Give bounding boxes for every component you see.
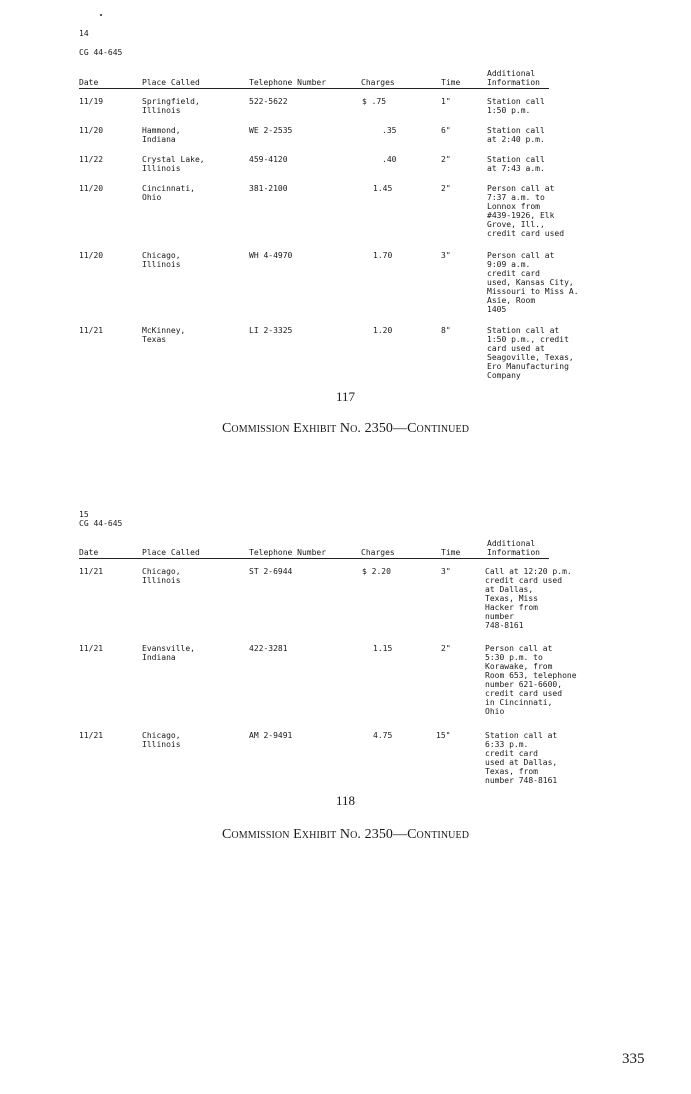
column-header-date: Date (79, 548, 99, 557)
cell-place: Chicago, Illinois (142, 251, 181, 269)
cell-charges: $ .75 (362, 97, 387, 106)
cell-date: 11/22 (79, 155, 104, 164)
cell-time: 1" (441, 97, 451, 106)
cell-charges: 1.20 (373, 326, 393, 335)
cell-info: Station call at 2:40 p.m. (487, 126, 545, 144)
cell-place: Chicago, Illinois (142, 731, 181, 749)
column-header-date: Date (79, 78, 99, 87)
page-label: 14 (79, 29, 89, 38)
cell-phone: LI 2-3325 (249, 326, 293, 335)
cell-charges: .40 (382, 155, 397, 164)
cell-place: Cincinnati, Ohio (142, 184, 195, 202)
cell-date: 11/21 (79, 326, 104, 335)
cell-place: McKinney, Texas (142, 326, 186, 344)
column-header-time: Time (441, 548, 461, 557)
cell-time: 2" (441, 155, 451, 164)
cell-date: 11/20 (79, 184, 104, 193)
header-rule (79, 558, 549, 559)
column-header-time: Time (441, 78, 461, 87)
cell-charges: 1.15 (373, 644, 393, 653)
exhibit-caption: Commission Exhibit No. 2350—Continued (221, 421, 470, 436)
cell-date: 11/20 (79, 126, 104, 135)
cell-phone: 422-3281 (249, 644, 288, 653)
file-number: CG 44-645 (79, 519, 123, 528)
cell-info: Station call at 6:33 p.m. credit card used at Dallas, Texas, from number 748-8161 (485, 731, 558, 785)
cell-phone: AM 2-9491 (249, 731, 293, 740)
cell-time: 6" (441, 126, 451, 135)
column-header-place: Place Called (142, 78, 200, 87)
cell-time: 3" (441, 567, 451, 576)
column-header-charges: Charges (361, 548, 395, 557)
cell-time: 8" (441, 326, 451, 335)
cell-phone: ST 2-6944 (249, 567, 293, 576)
cell-place: Hammond, Indiana (142, 126, 181, 144)
cell-charges: 1.45 (373, 184, 393, 193)
cell-place: Springfield, Illinois (142, 97, 200, 115)
cell-info: Station call at 7:43 a.m. (487, 155, 545, 173)
cell-charges: .35 (382, 126, 397, 135)
cell-phone: 522-5622 (249, 97, 288, 106)
cell-info: Call at 12:20 p.m. credit card used at Dallas, Texas, Miss Hacker from number 748-8161 (485, 567, 572, 630)
column-header-charges: Charges (361, 78, 395, 87)
cell-time: 2" (441, 184, 451, 193)
cell-phone: 459-4120 (249, 155, 288, 164)
cell-time: 15" (436, 731, 451, 740)
cell-charges: $ 2.20 (362, 567, 391, 576)
cell-date: 11/19 (79, 97, 104, 106)
cell-time: 2" (441, 644, 451, 653)
cell-place: Crystal Lake, Illinois (142, 155, 205, 173)
column-header-phone: Telephone Number (249, 78, 327, 87)
cell-date: 11/21 (79, 567, 104, 576)
page-number: 335 (622, 1051, 645, 1067)
column-header-info-line2: Information (487, 78, 540, 87)
cell-phone: 381-2100 (249, 184, 288, 193)
cell-time: 3" (441, 251, 451, 260)
column-header-info-line2: Information (487, 548, 540, 557)
page-label: 15 (79, 510, 89, 519)
cell-date: 11/21 (79, 731, 104, 740)
cell-phone: WE 2-2535 (249, 126, 293, 135)
exhibit-page-footer-number: 117 (335, 389, 356, 404)
cell-place: Evansville, Indiana (142, 644, 195, 662)
column-header-info-line1: Additional (487, 539, 536, 548)
cell-info: Person call at 9:09 a.m. credit card used, Kansas City, Missouri to Miss A. Asie, Room 1405 (487, 251, 579, 314)
cell-date: 11/20 (79, 251, 104, 260)
column-header-place: Place Called (142, 548, 200, 557)
column-header-phone: Telephone Number (249, 548, 327, 557)
cell-charges: 4.75 (373, 731, 393, 740)
column-header-info-line1: Additional (487, 69, 536, 78)
cell-info: Station call at 1:50 p.m., credit card used at Seagoville, Texas, Ero Manufacturing Company (487, 326, 574, 380)
cell-info: Person call at 5:30 p.m. to Korawake, from Room 653, telephone number 621-6600, credit card used in Cincinnati, Ohio (485, 644, 577, 716)
cell-place: Chicago, Illinois (142, 567, 181, 585)
cell-date: 11/21 (79, 644, 104, 653)
cell-info: Person call at 7:37 a.m. to Lonnox from #439-1926, Elk Grove, Ill., credit card used (487, 184, 565, 238)
cell-charges: 1.70 (373, 251, 393, 260)
exhibit-caption: Commission Exhibit No. 2350—Continued (221, 827, 470, 842)
cell-phone: WH 4-4970 (249, 251, 293, 260)
cell-info: Station call 1:50 p.m. (487, 97, 545, 115)
exhibit-page-footer-number: 118 (335, 793, 356, 808)
file-number: CG 44-645 (79, 48, 123, 57)
